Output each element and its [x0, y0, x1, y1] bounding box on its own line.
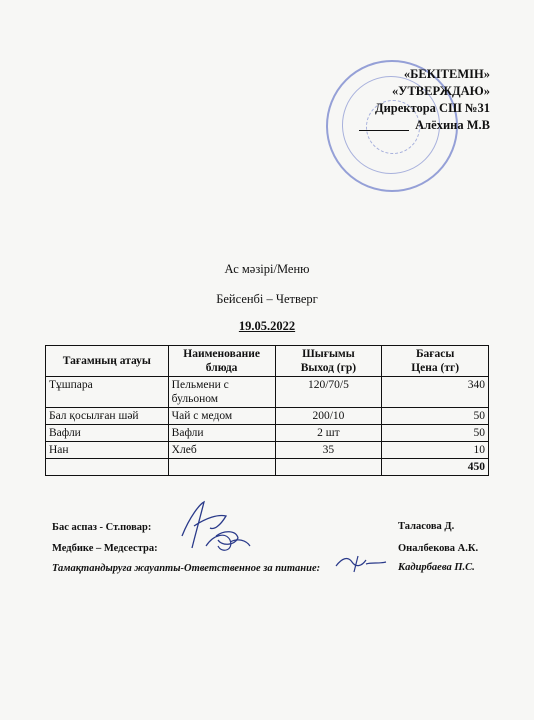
dish-kz: Бал қосылған шәй [46, 408, 169, 425]
day-title: Бейсенбі – Четверг [216, 292, 318, 306]
dish-price: 50 [382, 408, 489, 425]
dish-price: 50 [382, 425, 489, 442]
total-row [46, 459, 489, 476]
header-label: Цена (тг) [411, 362, 460, 374]
table-row [46, 377, 489, 408]
header-label: Наименование [183, 348, 260, 360]
menu-table [45, 345, 489, 476]
dish-ru: Чай с медом [168, 408, 275, 425]
table-row [46, 408, 489, 425]
dish-ru: Пельмени с бульоном [168, 377, 275, 408]
header-dish-kz [46, 346, 169, 377]
signature-line [359, 130, 409, 131]
header-label: Тағамның атауы [62, 355, 151, 367]
dish-yield: 200/10 [275, 408, 382, 425]
dish-kz: Тұшпара [46, 377, 169, 408]
dish-kz: Вафли [46, 425, 169, 442]
responsible-name: Кадирбаева П.С. [398, 562, 475, 573]
dish-ru: Вафли [168, 425, 275, 442]
responsible-role: Тамақтандыруға жауапты-Ответственное за питание: [52, 563, 321, 574]
dish-kz: Нан [46, 442, 169, 459]
header-price [382, 346, 489, 377]
dish-yield: 120/70/5 [275, 377, 382, 408]
table-header-row [46, 346, 489, 377]
approval-position: Директора СШ №31 [375, 101, 490, 115]
total-empty [168, 459, 275, 476]
total-price: 450 [382, 459, 489, 476]
total-empty [275, 459, 382, 476]
cook-name: Таласова Д. [398, 521, 455, 532]
approval-ru: «УТВЕРЖДАЮ» [392, 84, 490, 98]
dish-price: 10 [382, 442, 489, 459]
dish-yield: 35 [275, 442, 382, 459]
approval-kz: «БЕКІТЕМІН» [403, 67, 490, 81]
header-yield [275, 346, 382, 377]
approval-block [359, 66, 490, 134]
header-label: Выход (гр) [300, 362, 357, 374]
header-label: Бағасы [415, 348, 455, 360]
approval-name-row [359, 117, 490, 134]
dish-ru: Хлеб [168, 442, 275, 459]
menu-title: Ас мәзірі/Меню [224, 262, 310, 276]
header-label: блюда [205, 362, 238, 374]
nurse-role: Медбике – Медсестра: [52, 543, 158, 554]
nurse-signature [200, 528, 260, 558]
responsible-signature [332, 552, 392, 576]
approval-name: Алёхина М.В [415, 118, 490, 132]
total-empty [46, 459, 169, 476]
dish-price: 340 [382, 377, 489, 408]
table-row [46, 442, 489, 459]
table-row [46, 425, 489, 442]
menu-date: 19.05.2022 [238, 319, 296, 333]
dish-yield: 2 шт [275, 425, 382, 442]
header-label: Шығымы [302, 348, 355, 360]
cook-role: Бас аспаз - Ст.повар: [52, 522, 152, 533]
nurse-name: Оналбекова А.К. [398, 543, 479, 554]
header-dish-ru [168, 346, 275, 377]
